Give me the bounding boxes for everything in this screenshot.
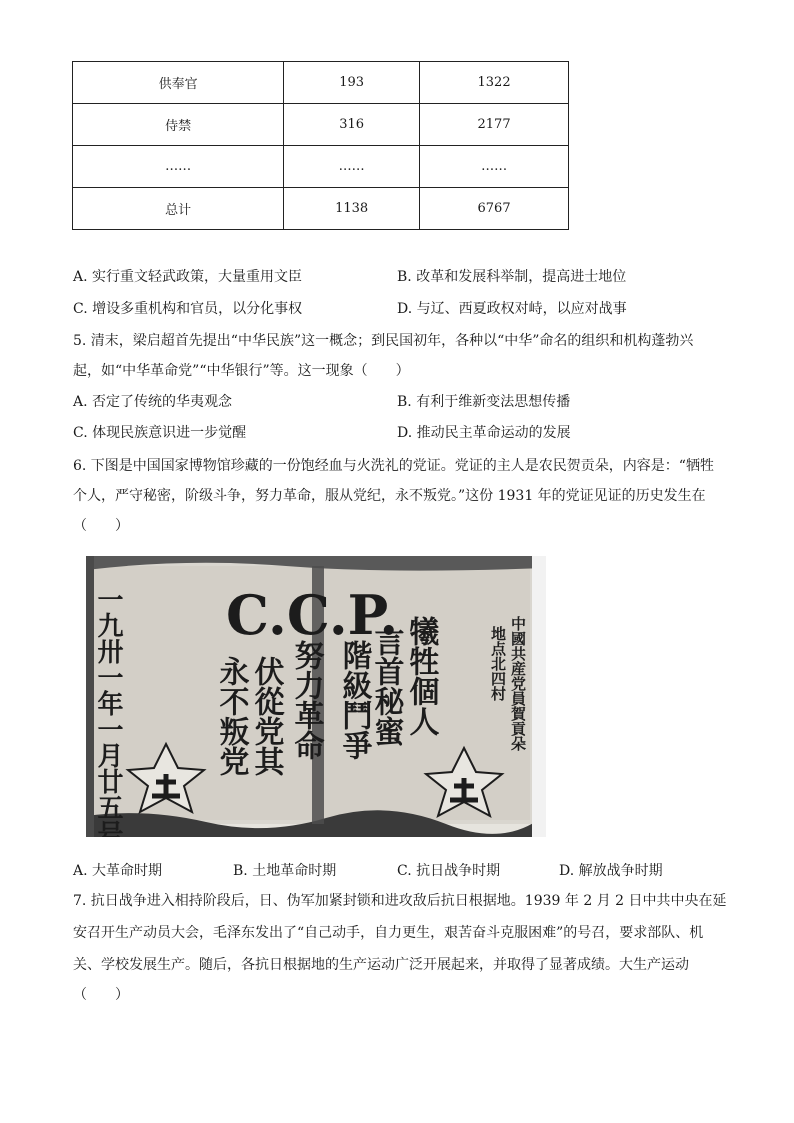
q5-option-b[interactable]: B. 有利于维新变法思想传播 (397, 394, 571, 410)
q6-option-d[interactable]: D. 解放战争时期 (559, 863, 663, 879)
q6-option-b[interactable]: B. 土地革命时期 (233, 863, 337, 879)
card-text-col: 努力革命 (288, 640, 324, 760)
q7-stem-line2: 安召开生产动员大会，毛泽东发出了“自己动手，自力更生，艰苦奋斗克服困难”的号召，要求部队、机 (73, 925, 704, 941)
table-cell: 193 (284, 62, 420, 104)
q6-option-c[interactable]: C. 抗日战争时期 (397, 863, 501, 879)
table-cell: …… (420, 146, 569, 188)
table-cell: 总计 (73, 188, 284, 230)
table-cell: 6767 (420, 188, 569, 230)
q7-stem-line3: 关、学校发展生产。随后，各抗日根据地的生产运动广泛开展起来，并取得了显著成绩。大生产运动 (73, 957, 689, 973)
table-cell: 1138 (284, 188, 420, 230)
q7-stem-line1: 7. 抗日战争进入相持阶段后，日、伪军加紧封锁和进攻敌后抗日根据地。1939 年 2 月 2 日中共中央在延 (73, 893, 727, 909)
q5-option-c[interactable]: C. 体现民族意识进一步觉醒 (73, 425, 247, 441)
q7-stem-line4: （ ） (73, 987, 129, 1003)
table-cell: 侍禁 (73, 104, 284, 146)
party-card-photo (86, 556, 546, 837)
card-text-col: 犧牲個人 (403, 616, 439, 736)
card-name-text: 中國共産党員賀貢朵 (509, 616, 527, 751)
card-location-text: 地点北四村 (489, 626, 507, 701)
card-letters: C.C.P. (226, 583, 399, 647)
officials-table (72, 61, 569, 230)
table-row (73, 188, 569, 230)
q5-option-d[interactable]: D. 推动民主革命运动的发展 (397, 425, 571, 441)
table-row (73, 146, 569, 188)
q6-stem-line3: （ ） (73, 518, 129, 534)
q4-option-a[interactable]: A. 实行重文轻武政策，大量重用文臣 (73, 269, 303, 285)
q5-option-a[interactable]: A. 否定了传统的华夷观念 (73, 394, 233, 410)
table-cell: 316 (284, 104, 420, 146)
q4-option-c[interactable]: C. 增设多重机构和官员，以分化事权 (73, 301, 303, 317)
card-text-col: 階級鬥爭 (336, 640, 372, 760)
table-row (73, 62, 569, 104)
q6-stem-line2: 个人，严守秘密，阶级斗争，努力革命，服从党纪，永不叛党。”这份 1931 年的党证见证的历史发生在 (73, 488, 706, 504)
table-cell: 供奉官 (73, 62, 284, 104)
q4-option-d[interactable]: D. 与辽、西夏政权对峙，以应对战事 (397, 301, 627, 317)
card-text-col: 言首秘蜜 (368, 626, 404, 746)
table-cell: …… (284, 146, 420, 188)
table-cell: …… (73, 146, 284, 188)
table-cell: 1322 (420, 62, 569, 104)
q6-option-a[interactable]: A. 大革命时期 (73, 863, 163, 879)
q5-stem-line2: 起，如“中华革命党”“中华银行”等。这一现象（ ） (73, 363, 410, 379)
table-row (73, 104, 569, 146)
table-cell: 2177 (420, 104, 569, 146)
card-text-col: 伏從党其 (248, 656, 284, 776)
q5-stem-line1: 5. 清末，梁启超首先提出“中华民族”这一概念；到民国初年，各种以“中华”命名的组织和机构蓬勃兴 (73, 333, 694, 349)
q4-option-b[interactable]: B. 改革和发展科举制，提高进士地位 (397, 269, 627, 285)
card-date-text: 一九卅一年一月廿五号 (93, 586, 123, 837)
q6-stem-line1: 6. 下图是中国国家博物馆珍藏的一份饱经血与火洗礼的党证。党证的主人是农民贺贡朵，内容是：“牺牲 (73, 458, 714, 474)
card-text-col: 永不叛党 (213, 656, 249, 776)
party-card-image (86, 556, 546, 837)
